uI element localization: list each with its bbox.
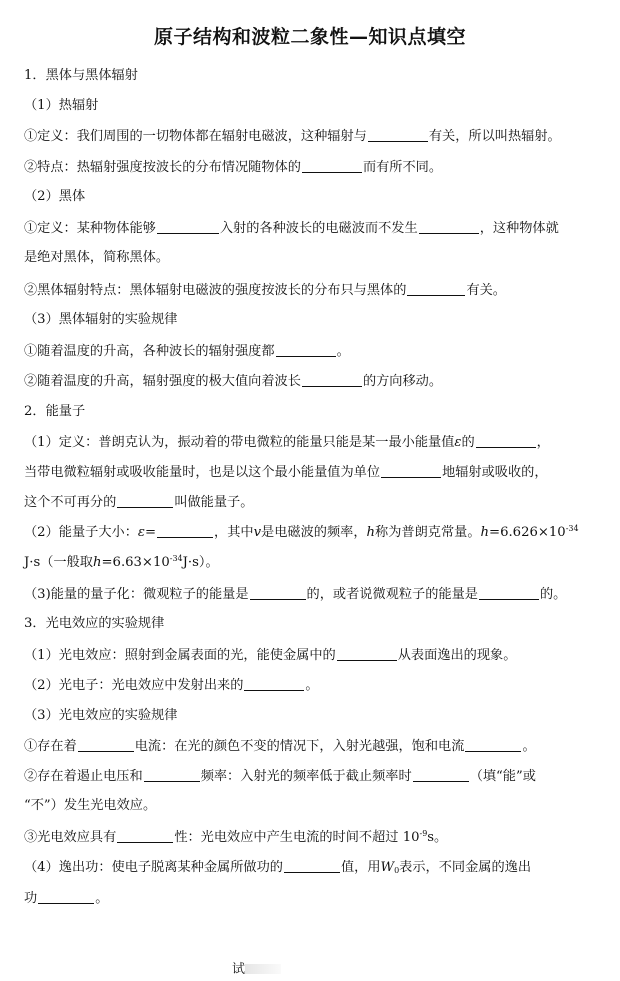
fill-blank[interactable] bbox=[407, 281, 465, 296]
item-blackbody-definition: ①定义：某种物体能够 入射的各种波长的电磁波而不发生 ，这种物体就 bbox=[24, 221, 559, 236]
fill-blank[interactable] bbox=[479, 585, 539, 600]
fill-blank[interactable] bbox=[419, 219, 479, 234]
fill-blank[interactable] bbox=[117, 493, 173, 508]
item-work-function: （4）逸出功：使电子脱离某种金属所做功的 值，用$W_0$表示，不同金属的逸出 bbox=[24, 860, 532, 875]
page-footer: 试 bbox=[232, 958, 281, 977]
item-heat-radiation-feature: ②特点：热辐射强度按波长的分布情况随物体的 而有所不同。 bbox=[24, 160, 443, 175]
fill-blank[interactable] bbox=[368, 127, 428, 142]
fill-blank[interactable] bbox=[250, 585, 306, 600]
fill-blank[interactable] bbox=[302, 158, 362, 173]
item-photoelectric-effect: （1）光电效应：照射到金属表面的光，能使金属中的 从表面逸出的现象。 bbox=[24, 648, 517, 663]
item-quantum-definition: （1）定义：普朗克认为，振动着的带电微粒的能量只能是某一最小能量值ε的 ， bbox=[24, 435, 550, 450]
item-stopping-voltage-cont: “不”）发生光电效应。 bbox=[24, 798, 157, 813]
item-blackbody-feature: ②黑体辐射特点：黑体辐射电磁波的强度按波长的分布只与黑体的 有关。 bbox=[24, 283, 506, 298]
item-quantum-size-cont: J·s（一般取$h=6.63\times 10^{-34}J\cdot s$）。 bbox=[24, 554, 219, 570]
fill-blank[interactable] bbox=[144, 767, 200, 782]
fill-blank[interactable] bbox=[78, 737, 134, 752]
item-work-function-cont: 功 。 bbox=[24, 891, 109, 906]
item-quantum-size: （2）能量子大小：ε= ，其中v是电磁波的频率，h称为普朗克常量。$h=6.626\times 10^{-34}$ bbox=[24, 524, 579, 540]
item-instantaneous: ③光电效应具有 性：光电效应中产生电流的时间不超过 $10^{-9}s$。 bbox=[24, 829, 448, 845]
subsection-blackbody: （2）黑体 bbox=[24, 189, 86, 204]
fill-blank[interactable] bbox=[302, 372, 362, 387]
subsection-heat-radiation: （1）热辐射 bbox=[24, 98, 99, 113]
subsection-blackbody-laws: （3）黑体辐射的实验规律 bbox=[24, 312, 178, 327]
fill-blank[interactable] bbox=[381, 463, 441, 478]
section-2-heading: 2．能量子 bbox=[24, 404, 86, 419]
fill-blank[interactable] bbox=[337, 646, 397, 661]
page-title: 原子结构和波粒二象性—知识点填空 bbox=[153, 26, 466, 48]
fill-blank[interactable] bbox=[38, 889, 94, 904]
fill-blank[interactable] bbox=[117, 828, 173, 843]
subsection-photoelectric-laws: （3）光电效应的实验规律 bbox=[24, 708, 178, 723]
fill-blank[interactable] bbox=[157, 523, 213, 538]
fill-blank[interactable] bbox=[465, 737, 521, 752]
item-law-1: ①随着温度的升高，各种波长的辐射强度都 。 bbox=[24, 344, 350, 359]
item-law-2: ②随着温度的升高，辐射强度的极大值向着波长 的方向移动。 bbox=[24, 374, 443, 389]
item-heat-radiation-definition: ①定义：我们周围的一切物体都在辐射电磁波，这种辐射与 有关，所以叫热辐射。 bbox=[24, 129, 561, 144]
item-stopping-voltage: ②存在着遏止电压和 频率：入射光的频率低于截止频率时 （填“能”或 bbox=[24, 769, 536, 784]
item-quantum-definition-cont2: 这个不可再分的 叫做能量子。 bbox=[24, 495, 254, 510]
fill-blank[interactable] bbox=[157, 219, 219, 234]
section-3-heading: 3．光电效应的实验规律 bbox=[24, 616, 165, 631]
section-1-heading: 1．黑体与黑体辐射 bbox=[24, 68, 138, 83]
item-quantum-definition-cont: 当带电微粒辐射或吸收能量时，也是以这个最小能量值为单位 地辐射或吸收的， bbox=[24, 465, 548, 480]
item-photoelectron: （2）光电子：光电效应中发射出来的 。 bbox=[24, 678, 319, 693]
fill-blank[interactable] bbox=[284, 858, 340, 873]
item-saturation-current: ①存在着 电流：在光的颜色不变的情况下，入射光越强，饱和电流 。 bbox=[24, 739, 536, 754]
fill-blank[interactable] bbox=[276, 342, 336, 357]
fill-blank[interactable] bbox=[476, 433, 536, 448]
footer-watermark bbox=[245, 964, 281, 974]
fill-blank[interactable] bbox=[244, 676, 304, 691]
fill-blank[interactable] bbox=[413, 767, 469, 782]
item-blackbody-definition-cont: 是绝对黑体，简称黑体。 bbox=[24, 250, 170, 265]
item-quantization: （3)能量的量子化：微观粒子的能量是 的，或者说微观粒子的能量是 的。 bbox=[24, 587, 567, 602]
